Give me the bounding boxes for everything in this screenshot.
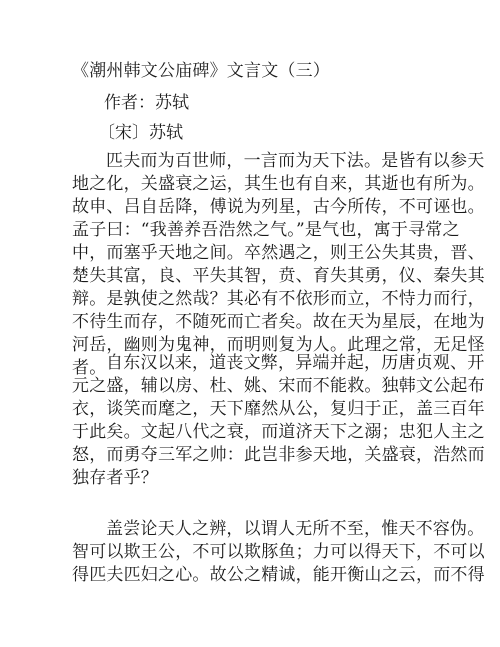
paragraph-2 [72,352,485,490]
paragraph-line: 盖尝论天人之辨，以谓人无所不至，惟天不容伪。 [106,519,485,539]
paragraph-line: 于此矣。文起八代之衰，而道济天下之溺；忠犯人主之 [72,422,485,442]
paragraph-line: 地之化，关盛衰之运，其生也有自来，其逝也有所为。 [72,174,485,194]
paragraph-line: 自东汉以来，道丧文弊，异端并起，历唐贞观、开 [106,353,485,373]
paragraph-line: 辩。是孰使之然哉？其必有不依形而立，不恃力而行， [72,289,485,309]
paragraph-line: 怒，而勇夺三军之帅：此岂非参天地，关盛衰，浩然而 [72,445,485,465]
paragraph-line: 故申、吕自岳降，傅说为列星，古今所传，不可诬也。 [72,197,485,217]
author-line: 作者：苏轼 [104,93,189,113]
paragraph-line: 智可以欺王公，不可以欺豚鱼；力可以得天下，不可以 [72,542,485,562]
paragraph-3 [72,518,485,587]
paragraph-line: 不待生而存，不随死而亡者矣。故在天为星辰，在地为 [72,312,485,332]
paragraph-line: 得匹夫匹妇之心。故公之精诚，能开衡山之云，而不得 [72,565,485,585]
paragraph-line: 孟子曰：“我善养吾浩然之气。”是气也，寓于寻常之 [72,220,460,240]
paragraph-line: 元之盛，辅以房、杜、姚、宋而不能救。独韩文公起布 [72,376,485,396]
paragraph-line: 中，而塞乎天地之间。卒然遇之，则王公失其贵，晋、 [72,243,485,263]
paragraph-line: 匹夫而为百世师，一言而为天下法。是皆有以参天 [106,151,485,171]
paragraph-line: 楚失其富，良、平失其智，贲、育失其勇，仪、秦失其 [72,266,485,286]
paragraph-line: 河岳，幽则为鬼神，而明则复为人。此理之常，无足怪 [72,335,485,355]
document-title: 《潮州韩文公庙碑》文言文（三） [72,61,330,81]
paragraph-line: 者。 [72,358,107,378]
dynasty-author-line: 〔宋〕苏轼 [98,123,183,143]
paragraph-1 [72,150,485,380]
paragraph-line: 独存者乎？ [72,468,158,488]
paragraph-line: 衣，谈笑而麾之，天下靡然从公，复归于正，盖三百年 [72,399,485,419]
